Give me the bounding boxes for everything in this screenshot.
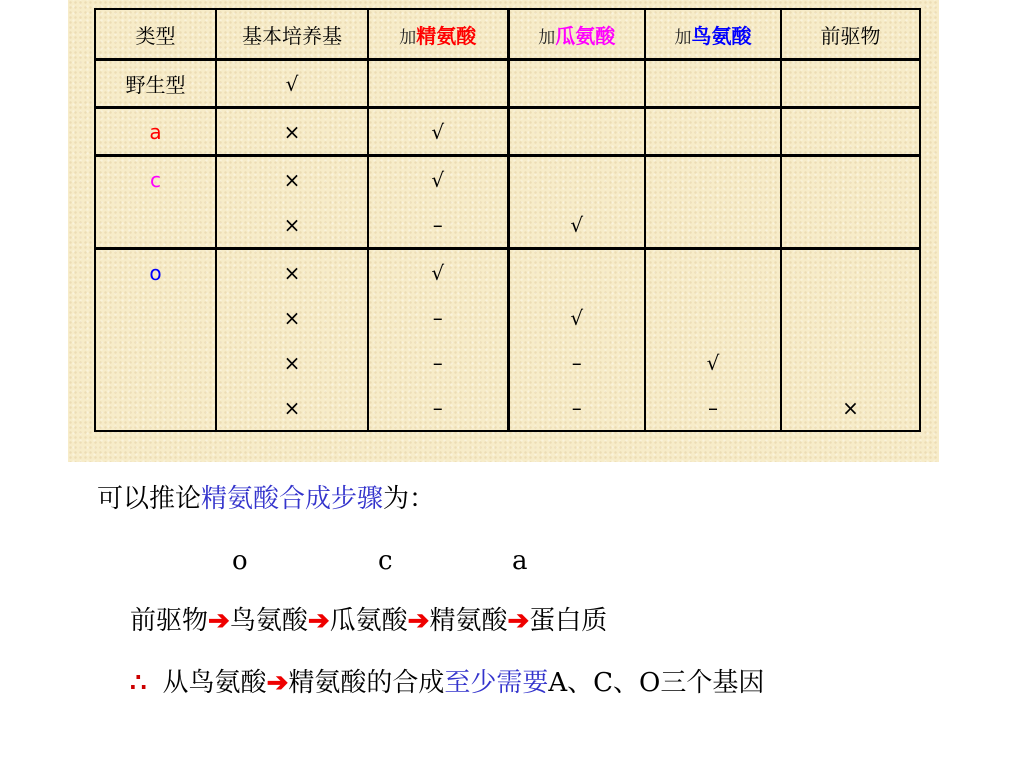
conclusion-accent: 至少需要 [444, 668, 549, 698]
cell-check: √ [508, 295, 645, 340]
cell-empty [645, 60, 781, 108]
mutant-growth-table [94, 8, 921, 432]
header-add-ornithine [645, 9, 781, 60]
cell-cross: × [216, 156, 368, 203]
pathway-line [130, 606, 607, 636]
header-precursor: 前驱物 [781, 9, 920, 60]
cell-dash: – [368, 295, 508, 340]
citrulline-label: 瓜氨酸 [555, 23, 616, 48]
row-label-c: c [95, 156, 216, 203]
pathway-protein: 蛋白质 [529, 606, 608, 636]
table-row-wild-type [95, 60, 920, 108]
table-row-o-1 [95, 249, 920, 296]
table-row-o-3 [95, 340, 920, 385]
row-label-a: a [95, 108, 216, 156]
right-arrow-icon: ➔ [407, 606, 430, 636]
cell-check: √ [645, 340, 781, 385]
inference-accent: 精氨酸合成步骤 [201, 484, 384, 514]
cell-empty [645, 156, 781, 203]
conclusion-part2: 精氨酸的合成 [288, 668, 445, 698]
conclusion-part3: A、C、O三个基因 [548, 668, 765, 698]
cell-check: √ [508, 202, 645, 249]
inference-prefix: 可以推论 [97, 484, 202, 514]
add-prefix: 加 [538, 27, 556, 48]
add-prefix: 加 [399, 27, 417, 48]
cell-empty [781, 156, 920, 203]
cell-check: √ [368, 108, 508, 156]
cell-dash: – [368, 340, 508, 385]
table-row-c-2 [95, 202, 920, 249]
cell-cross: × [216, 295, 368, 340]
cell-empty [95, 340, 216, 385]
cell-empty [508, 60, 645, 108]
header-basic-medium: 基本培养基 [216, 9, 368, 60]
cell-empty [368, 60, 508, 108]
cell-check: √ [368, 249, 508, 296]
cell-cross: × [216, 340, 368, 385]
cell-dash: – [368, 202, 508, 249]
arginine-label: 精氨酸 [416, 23, 477, 48]
cell-empty [781, 340, 920, 385]
cell-empty [508, 108, 645, 156]
cell-cross: × [216, 202, 368, 249]
pathway-citrulline: 瓜氨酸 [329, 606, 408, 636]
explanation-text [0, 462, 1024, 768]
header-add-arginine [368, 9, 508, 60]
cell-dash: – [645, 385, 781, 431]
cell-empty [95, 202, 216, 249]
right-arrow-icon: ➔ [266, 668, 289, 698]
experiment-table-panel [68, 0, 939, 462]
cell-dash: – [368, 385, 508, 431]
table-row-o-4 [95, 385, 920, 431]
cell-empty [781, 108, 920, 156]
cell-empty [781, 249, 920, 296]
ornithine-label: 鸟氨酸 [691, 23, 752, 48]
header-type: 类型 [95, 9, 216, 60]
right-arrow-icon: ➔ [208, 606, 230, 636]
mutant-label-o: o [232, 546, 248, 576]
inference-line [97, 484, 435, 514]
table-row-c-1 [95, 156, 920, 203]
mutant-label-c: c [378, 546, 393, 576]
add-prefix: 加 [674, 27, 692, 48]
conclusion-part1: 从鸟氨酸 [162, 668, 267, 698]
cell-dash: – [508, 340, 645, 385]
pathway-ornithine: 鸟氨酸 [229, 606, 308, 636]
header-add-citrulline [508, 9, 645, 60]
mutant-label-a: a [512, 546, 528, 576]
cell-cross: × [216, 385, 368, 431]
cell-empty [781, 60, 920, 108]
cell-dash: – [508, 385, 645, 431]
cell-empty [95, 385, 216, 431]
table-row-o-2 [95, 295, 920, 340]
cell-empty [645, 295, 781, 340]
pathway-precursor: 前驱物 [130, 606, 209, 636]
row-label-o: o [95, 249, 216, 296]
cell-cross: × [216, 108, 368, 156]
inference-suffix: 为： [383, 484, 436, 514]
therefore-icon: ∴ [130, 668, 147, 698]
cell-cross: × [781, 385, 920, 431]
cell-cross: × [216, 249, 368, 296]
cell-check: √ [216, 60, 368, 108]
conclusion-line [130, 668, 764, 698]
row-label-wild-type: 野生型 [95, 60, 216, 108]
cell-check: √ [368, 156, 508, 203]
right-arrow-icon: ➔ [307, 606, 330, 636]
table-header-row [95, 9, 920, 60]
cell-empty [645, 202, 781, 249]
cell-empty [645, 108, 781, 156]
cell-empty [645, 249, 781, 296]
table-row-a [95, 108, 920, 156]
right-arrow-icon: ➔ [507, 606, 530, 636]
cell-empty [508, 249, 645, 296]
cell-empty [781, 295, 920, 340]
cell-empty [95, 295, 216, 340]
cell-empty [781, 202, 920, 249]
pathway-arginine: 精氨酸 [429, 606, 508, 636]
cell-empty [508, 156, 645, 203]
